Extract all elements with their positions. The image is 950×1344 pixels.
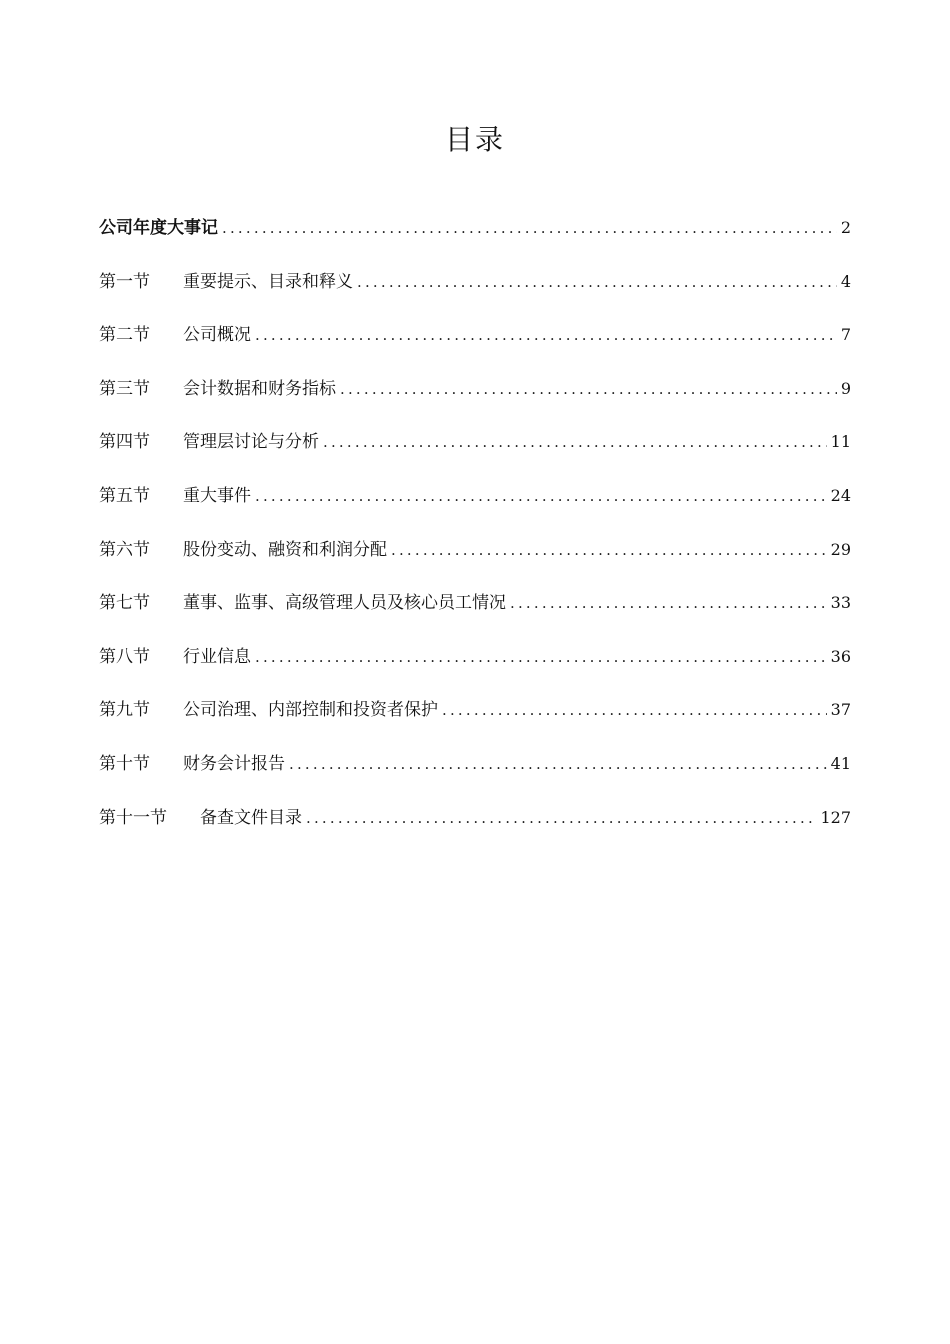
toc-leader-dots [510, 594, 827, 612]
toc-entry[interactable] [99, 213, 851, 267]
toc-page-number: 33 [830, 593, 851, 613]
toc-leader-dots [340, 380, 837, 398]
toc-entry[interactable] [99, 427, 851, 481]
toc-entry-text: 公司概况 [183, 325, 251, 346]
toc-entry[interactable] [99, 642, 851, 696]
toc-leader-dots [255, 648, 827, 666]
toc-page-number: 4 [840, 271, 851, 291]
toc-section-number: 第二节 [99, 325, 150, 346]
toc-page-number: 24 [830, 485, 851, 505]
toc-section-number: 第七节 [99, 593, 150, 614]
toc-entry[interactable] [99, 535, 851, 589]
toc-page-number: 9 [840, 378, 851, 398]
toc-leader-dots [391, 541, 827, 559]
toc-page-number: 29 [830, 539, 851, 559]
toc-section-number: 第八节 [99, 646, 150, 667]
toc-entry-text: 备查文件目录 [200, 807, 302, 828]
toc-section-number: 第一节 [99, 271, 150, 292]
toc-leader-dots [289, 755, 827, 773]
toc-page-number: 127 [820, 807, 851, 827]
toc-section-number: 第六节 [99, 539, 150, 560]
toc-title: 目录 [444, 123, 505, 156]
toc-page-number: 36 [830, 646, 851, 666]
toc-leader-dots [222, 219, 837, 237]
toc-list [99, 213, 851, 856]
toc-entry-text: 重大事件 [183, 485, 251, 506]
toc-entry-text: 公司治理、内部控制和投资者保护 [183, 700, 438, 721]
toc-entry-text: 会计数据和财务指标 [183, 378, 336, 399]
toc-page-number: 37 [830, 700, 851, 720]
toc-entry[interactable] [99, 803, 851, 857]
toc-entry-text: 股份变动、融资和利润分配 [183, 539, 387, 560]
toc-page-number: 41 [830, 753, 851, 773]
toc-entry-text: 公司年度大事记 [99, 218, 218, 238]
toc-entry-text: 重要提示、目录和释义 [183, 271, 353, 292]
toc-page-number: 7 [840, 325, 851, 345]
toc-entry-text: 行业信息 [183, 646, 251, 667]
toc-page-number: 11 [830, 432, 851, 452]
toc-leader-dots [255, 326, 837, 344]
toc-entry-text: 董事、监事、高级管理人员及核心员工情况 [183, 593, 506, 614]
toc-section-number: 第五节 [99, 485, 150, 506]
toc-leader-dots [442, 701, 827, 719]
toc-section-number: 第九节 [99, 700, 150, 721]
toc-entry[interactable] [99, 749, 851, 803]
toc-leader-dots [323, 433, 827, 451]
toc-section-number: 第四节 [99, 432, 150, 453]
toc-section-number: 第三节 [99, 378, 150, 399]
toc-entry[interactable] [99, 588, 851, 642]
toc-section-number: 第十一节 [99, 807, 167, 828]
toc-entry[interactable] [99, 695, 851, 749]
toc-entry-text: 管理层讨论与分析 [183, 432, 319, 453]
toc-leader-dots [255, 487, 827, 505]
toc-section-number: 第十节 [99, 753, 150, 774]
toc-leader-dots [357, 273, 837, 291]
toc-entry-text: 财务会计报告 [183, 753, 285, 774]
toc-entry[interactable] [99, 481, 851, 535]
toc-entry[interactable] [99, 374, 851, 428]
toc-entry[interactable] [99, 320, 851, 374]
toc-leader-dots [306, 809, 816, 827]
toc-page-number: 2 [840, 218, 851, 237]
toc-entry[interactable] [99, 267, 851, 321]
